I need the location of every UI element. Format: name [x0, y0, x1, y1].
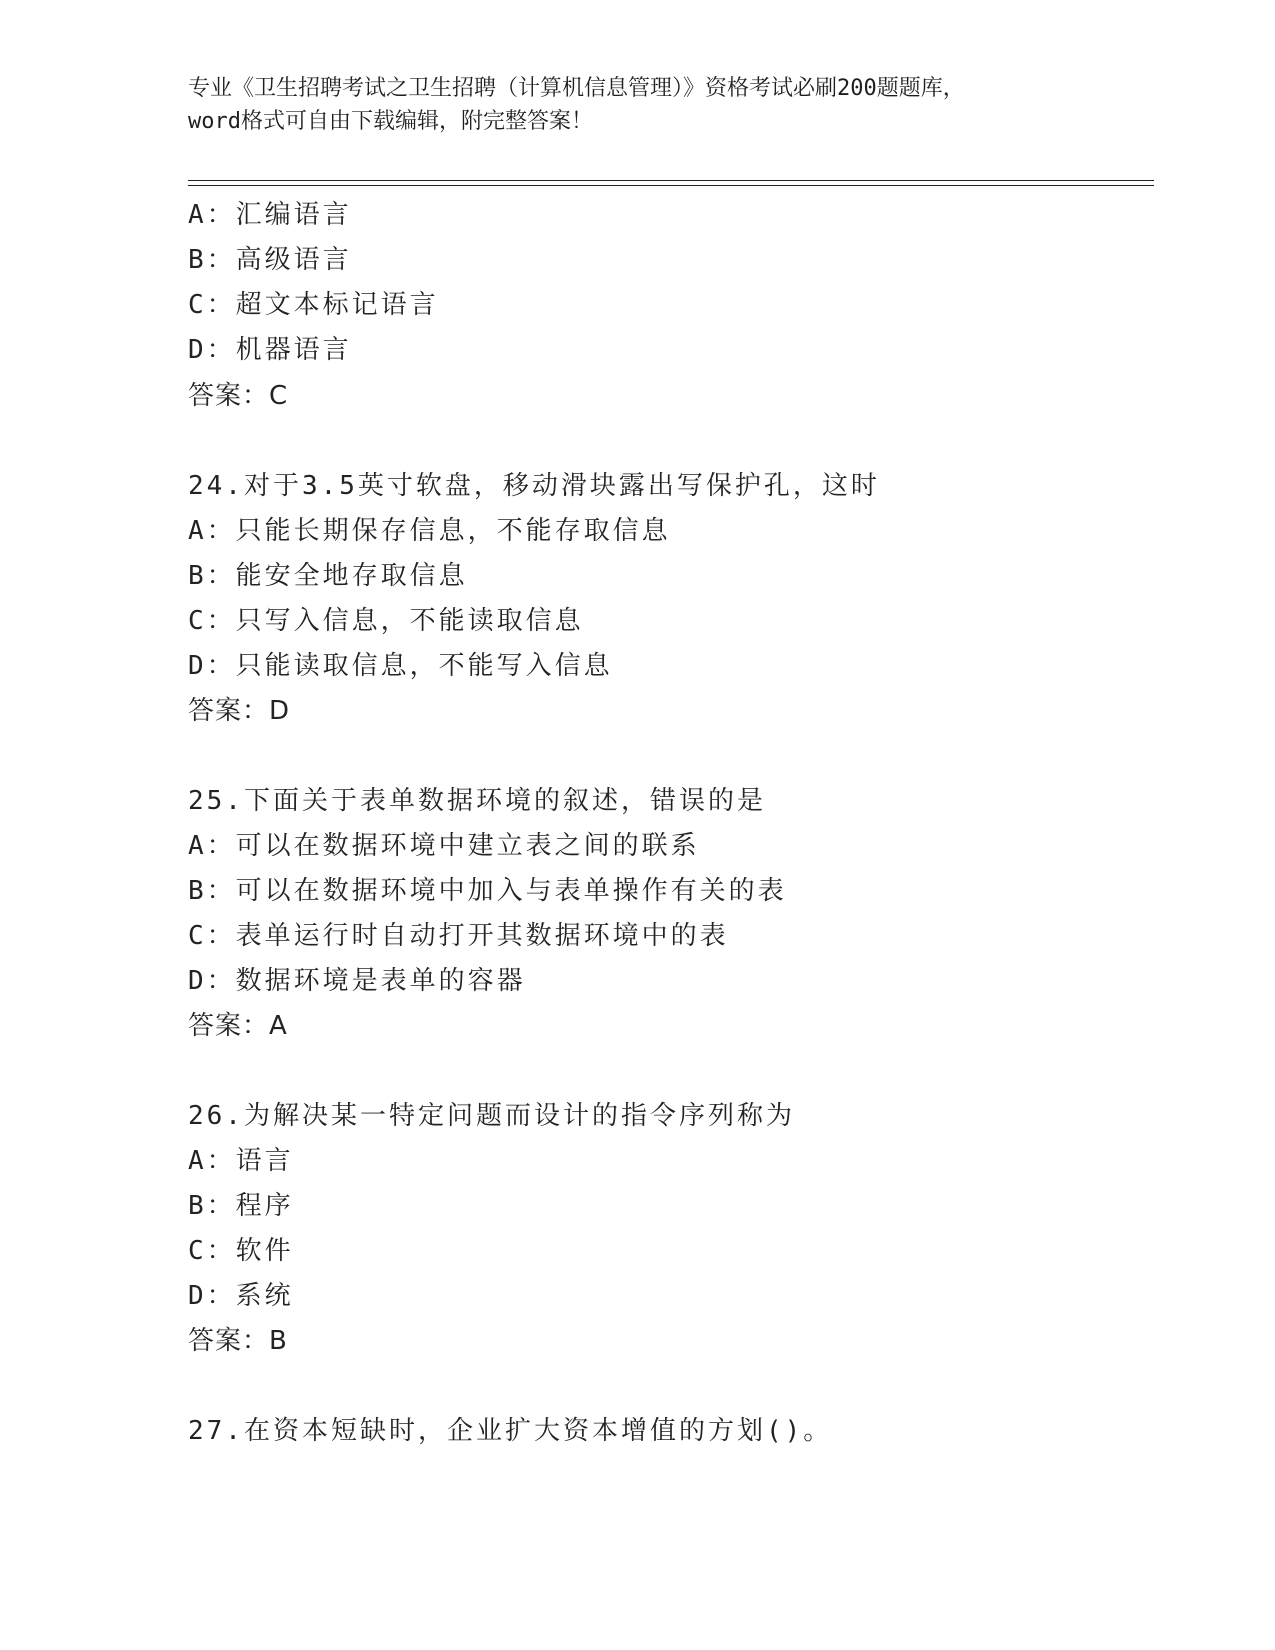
document-header: [188, 72, 1108, 138]
header-divider-top: [188, 180, 1154, 181]
option-a: A：只能长期保存信息，不能存取信息: [188, 516, 671, 546]
answer-line: 答案：B: [188, 1326, 288, 1356]
header-line-2: word格式可自由下载编辑，附完整答案！: [188, 109, 593, 134]
option-d: D：机器语言: [188, 335, 352, 365]
option-a: A：语言: [188, 1146, 294, 1176]
option-a: A：可以在数据环境中建立表之间的联系: [188, 831, 700, 861]
answer-line: 答案：C: [188, 381, 289, 411]
option-a: A：汇编语言: [188, 200, 352, 230]
option-d: D：只能读取信息，不能写入信息: [188, 651, 613, 681]
option-b: B：能安全地存取信息: [188, 561, 468, 591]
option-c: C：表单运行时自动打开其数据环境中的表: [188, 921, 729, 951]
option-c: C：超文本标记语言: [188, 290, 439, 320]
question-stem: 26.为解决某一特定问题而设计的指令序列称为: [188, 1101, 795, 1131]
option-b: B：程序: [188, 1191, 294, 1221]
option-b: B：可以在数据环境中加入与表单操作有关的表: [188, 876, 787, 906]
option-b: B：高级语言: [188, 245, 352, 275]
question-stem: 27.在资本短缺时，企业扩大资本增值的方划()。: [188, 1416, 833, 1446]
header-line-1: 专业《卫生招聘考试之卫生招聘（计算机信息管理）》资格考试必刷200题题库，: [188, 76, 965, 101]
answer-line: 答案：A: [188, 1011, 288, 1041]
option-d: D：系统: [188, 1281, 294, 1311]
question-stem: 24.对于3.5英寸软盘，移动滑块露出写保护孔，这时: [188, 471, 880, 501]
option-c: C：软件: [188, 1236, 294, 1266]
option-c: C：只写入信息，不能读取信息: [188, 606, 584, 636]
question-stem: 25.下面关于表单数据环境的叙述，错误的是: [188, 786, 766, 816]
header-divider-bottom: [188, 185, 1154, 186]
answer-line: 答案：D: [188, 696, 291, 726]
option-d: D：数据环境是表单的容器: [188, 966, 526, 996]
